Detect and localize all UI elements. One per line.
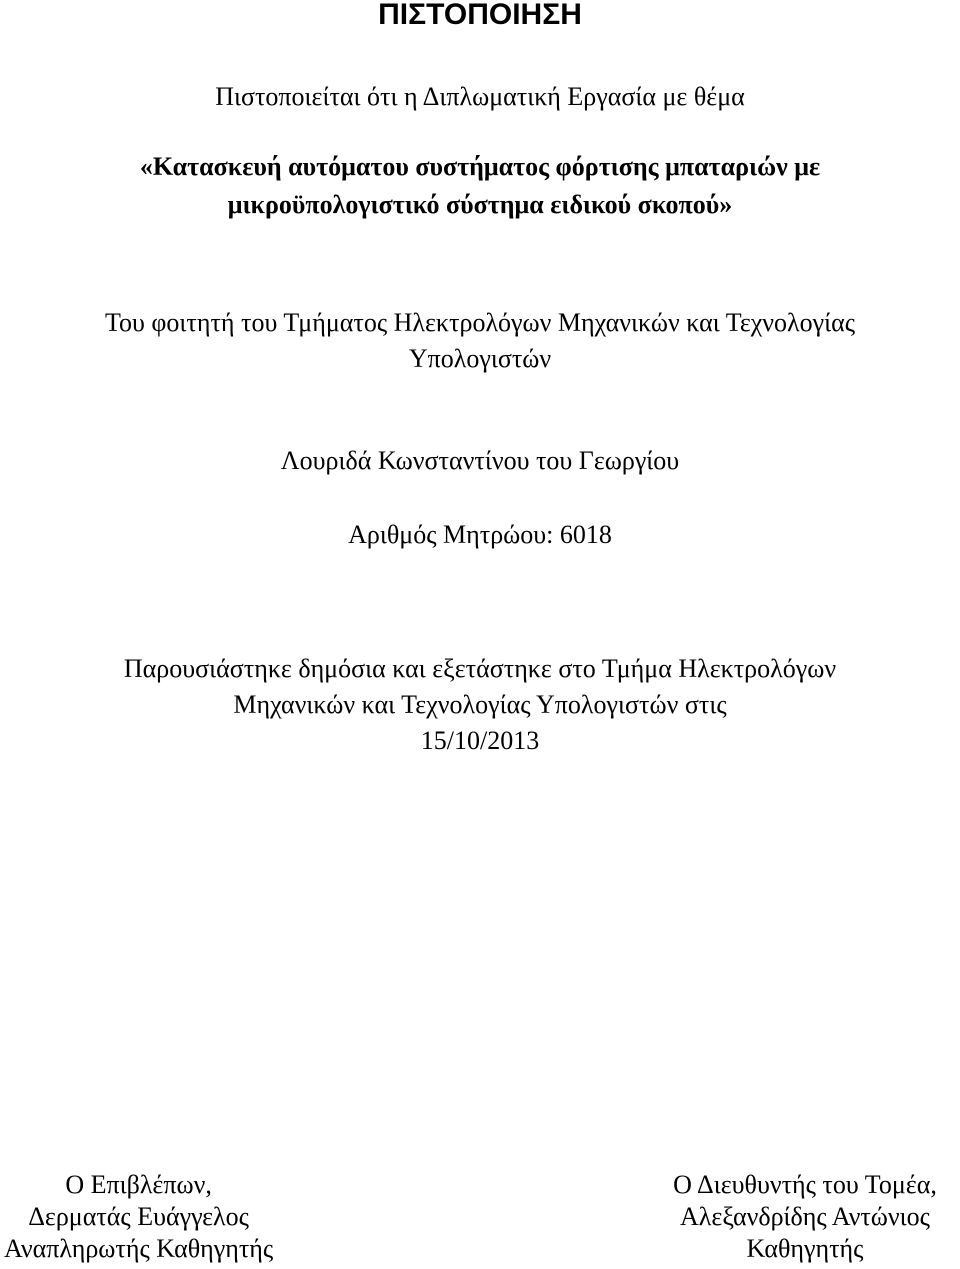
student-name: Λουριδά Κωνσταντίνου του Γεωργίου (280, 446, 680, 475)
student-department-line-2: Υπολογιστών (408, 344, 552, 373)
registration-number: Αριθμός Μητρώου: 6018 (348, 520, 612, 549)
presentation-line-2: Μηχανικών και Τεχνολογίας Υπολογιστών στις (233, 690, 727, 719)
intro-text: Πιστοποιείται ότι η Διπλωματική Εργασία με θέμα (215, 82, 745, 111)
thesis-title-line-1: «Κατασκευή αυτόματου συστήματος φόρτισης μπαταριών με (139, 152, 821, 181)
student-department-line-1: Του φοιτητή του Τμήματος Ηλεκτρολόγων Μηχανικών και Τεχνολογίας (104, 308, 856, 337)
supervisor-rank: Αναπληρωτής Καθηγητής (4, 1234, 274, 1263)
presentation-line-1: Παρουσιάστηκε δημόσια και εξετάστηκε στο Τμήμα Ηλεκτρολόγων (123, 654, 837, 683)
director-role: Ο Διευθυντής του Τομέα, (673, 1170, 937, 1199)
supervisor-role: Ο Επιβλέπων, (65, 1170, 212, 1199)
presentation-date: 15/10/2013 (420, 726, 540, 755)
page-title: ΠΙΣΤΟΠΟΙΗΣΗ (378, 0, 582, 31)
thesis-title-line-2: μικροϋπολογιστικό σύστημα ειδικού σκοπού» (227, 190, 733, 219)
supervisor-signature-block (4, 1172, 273, 1268)
director-rank: Καθηγητής (746, 1234, 864, 1263)
director-signature-block (650, 1172, 960, 1268)
supervisor-name: Δερματάς Ευάγγελος (28, 1202, 249, 1231)
director-name: Αλεξανδρίδης Αντώνιος (680, 1202, 930, 1231)
